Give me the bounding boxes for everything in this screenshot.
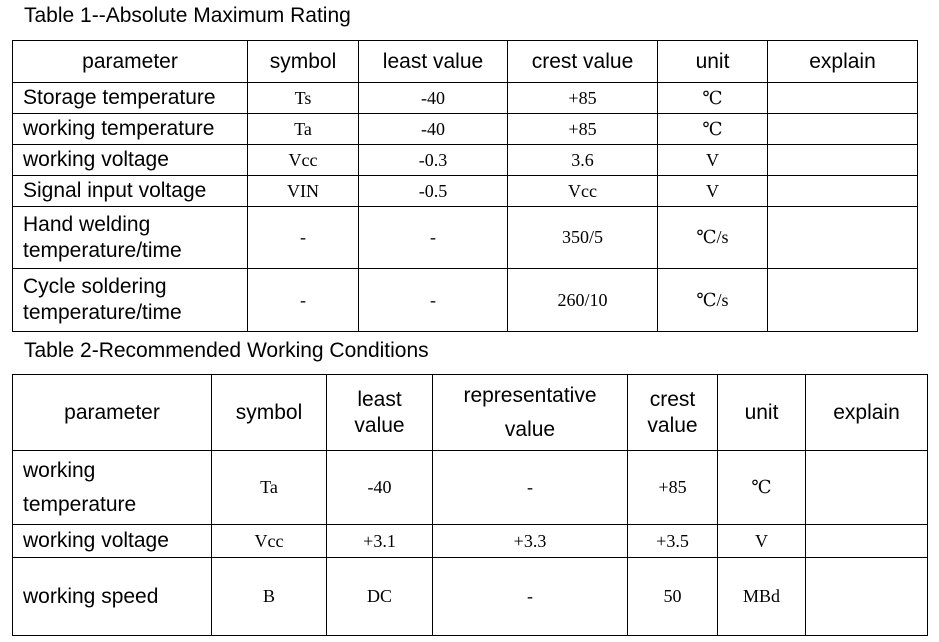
header-rep-line2: value bbox=[504, 417, 556, 441]
table2-caption: Table 2-Recommended Working Conditions bbox=[24, 339, 429, 362]
cell-parameter: Signal input voltage bbox=[13, 176, 248, 207]
table1-caption: Table 1--Absolute Maximum Rating bbox=[24, 4, 351, 27]
header-rep-line1: representative bbox=[463, 383, 597, 407]
cell-least: -40 bbox=[359, 83, 508, 114]
header-representative-value bbox=[433, 375, 628, 451]
cell-symbol: B bbox=[212, 558, 327, 636]
header-least-value: least value bbox=[359, 41, 508, 83]
cell-crest: +85 bbox=[508, 83, 658, 114]
cell-crest: 350/5 bbox=[508, 207, 658, 269]
cell-unit: ℃ bbox=[718, 451, 806, 525]
cell-explain bbox=[806, 525, 928, 558]
cell-symbol: Vcc bbox=[212, 525, 327, 558]
cell-parameter-line2: temperature bbox=[23, 492, 137, 516]
table-row bbox=[13, 83, 918, 114]
cell-least: DC bbox=[327, 558, 433, 636]
cell-crest: 50 bbox=[628, 558, 718, 636]
cell-parameter bbox=[13, 207, 248, 269]
table-row bbox=[13, 145, 918, 176]
header-parameter: parameter bbox=[13, 375, 212, 451]
header-explain: explain bbox=[806, 375, 928, 451]
cell-crest: +3.5 bbox=[628, 525, 718, 558]
cell-parameter-line1: Cycle soldering bbox=[23, 275, 167, 298]
recommended-working-conditions-table bbox=[12, 374, 928, 636]
cell-parameter bbox=[13, 451, 212, 525]
cell-crest: Vcc bbox=[508, 176, 658, 207]
cell-parameter-line1: working bbox=[23, 458, 96, 482]
cell-least: -40 bbox=[327, 451, 433, 525]
cell-unit: V bbox=[718, 525, 806, 558]
cell-parameter: working speed bbox=[13, 558, 212, 636]
cell-parameter-line2: temperature/time bbox=[23, 238, 182, 262]
cell-explain bbox=[768, 269, 918, 332]
cell-unit: ℃ bbox=[658, 83, 768, 114]
cell-least: -0.5 bbox=[359, 176, 508, 207]
cell-symbol: Ta bbox=[212, 451, 327, 525]
cell-parameter-line1: Hand welding bbox=[23, 212, 151, 236]
cell-symbol: Ta bbox=[248, 114, 359, 145]
cell-symbol: - bbox=[248, 207, 359, 269]
header-least-line1: least bbox=[357, 387, 402, 411]
header-symbol: symbol bbox=[212, 375, 327, 451]
table-row bbox=[13, 207, 918, 269]
cell-least: +3.1 bbox=[327, 525, 433, 558]
header-least-value bbox=[327, 375, 433, 451]
header-crest-line1: crest bbox=[649, 387, 696, 411]
cell-parameter: working temperature bbox=[13, 114, 248, 145]
table-row bbox=[13, 525, 928, 558]
cell-symbol: Vcc bbox=[248, 145, 359, 176]
cell-explain bbox=[768, 176, 918, 207]
table-row bbox=[13, 558, 928, 636]
cell-unit: ℃ bbox=[658, 114, 768, 145]
header-symbol: symbol bbox=[248, 41, 359, 83]
cell-crest: +85 bbox=[628, 451, 718, 525]
cell-parameter: Storage temperature bbox=[13, 83, 248, 114]
table-row bbox=[13, 114, 918, 145]
header-unit: unit bbox=[658, 41, 768, 83]
cell-unit: ℃/s bbox=[658, 207, 768, 269]
cell-parameter: working voltage bbox=[13, 525, 212, 558]
cell-parameter-line2: temperature/time bbox=[23, 301, 182, 324]
header-unit: unit bbox=[718, 375, 806, 451]
cell-crest: +85 bbox=[508, 114, 658, 145]
cell-unit: V bbox=[658, 176, 768, 207]
cell-representative: +3.3 bbox=[433, 525, 628, 558]
header-crest-line2: value bbox=[647, 413, 698, 437]
cell-least: -0.3 bbox=[359, 145, 508, 176]
table1-header-row bbox=[13, 41, 918, 83]
cell-explain bbox=[768, 83, 918, 114]
cell-unit: V bbox=[658, 145, 768, 176]
cell-representative: - bbox=[433, 558, 628, 636]
table-row bbox=[13, 451, 928, 525]
header-crest-value: crest value bbox=[508, 41, 658, 83]
cell-crest: 260/10 bbox=[508, 269, 658, 332]
cell-least: -40 bbox=[359, 114, 508, 145]
cell-crest: 3.6 bbox=[508, 145, 658, 176]
table-row bbox=[13, 176, 918, 207]
cell-least: - bbox=[359, 207, 508, 269]
cell-explain bbox=[768, 114, 918, 145]
header-explain: explain bbox=[768, 41, 918, 83]
cell-representative: - bbox=[433, 451, 628, 525]
cell-symbol: - bbox=[248, 269, 359, 332]
cell-least: - bbox=[359, 269, 508, 332]
cell-explain bbox=[806, 451, 928, 525]
cell-explain bbox=[768, 207, 918, 269]
table2-header-row bbox=[13, 375, 928, 451]
cell-unit: ℃/s bbox=[658, 269, 768, 332]
cell-parameter: working voltage bbox=[13, 145, 248, 176]
table-row bbox=[13, 269, 918, 332]
cell-unit: MBd bbox=[718, 558, 806, 636]
header-least-line2: value bbox=[354, 413, 405, 437]
cell-symbol: Ts bbox=[248, 83, 359, 114]
absolute-maximum-rating-table bbox=[12, 40, 918, 332]
header-parameter: parameter bbox=[13, 41, 248, 83]
cell-explain bbox=[768, 145, 918, 176]
header-crest-value bbox=[628, 375, 718, 451]
cell-parameter bbox=[13, 269, 248, 332]
cell-explain bbox=[806, 558, 928, 636]
cell-symbol: VIN bbox=[248, 176, 359, 207]
